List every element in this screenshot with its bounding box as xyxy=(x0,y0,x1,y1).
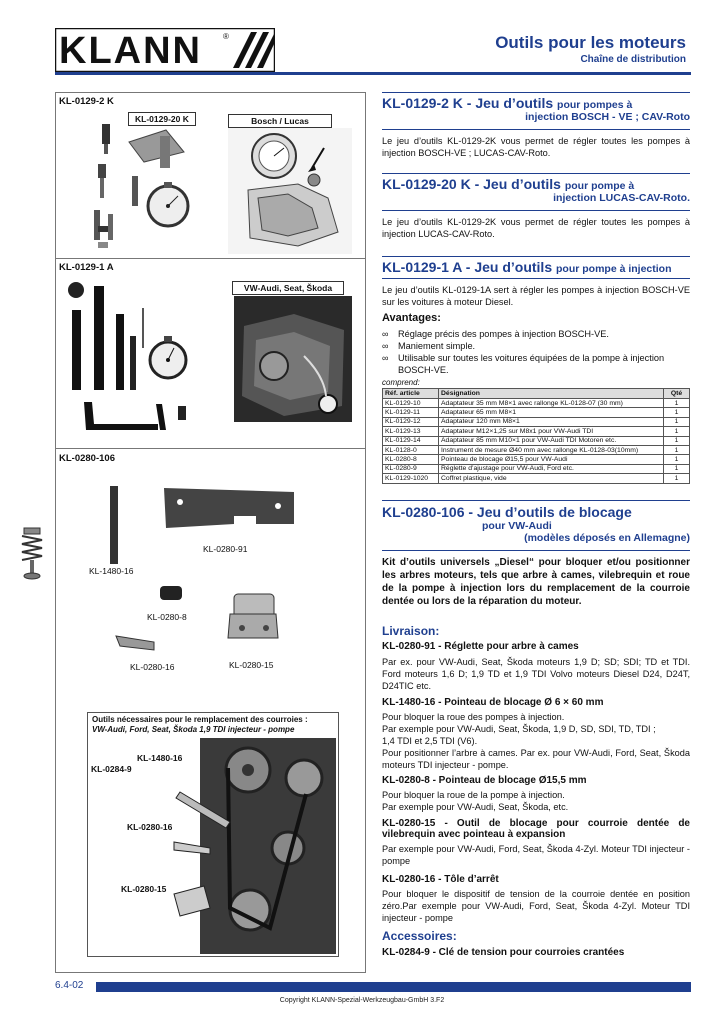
logo-registered: ® xyxy=(223,32,229,41)
klann-logo xyxy=(55,28,275,72)
section-rule xyxy=(382,500,690,501)
table-row xyxy=(383,445,690,454)
item-text: 1,4 TDI et 2,5 TDI (V6). xyxy=(382,736,478,746)
table-row xyxy=(383,464,690,473)
sec2-text: Le jeu d’outils KL-0129-2K vous permet de régler toutes les pompes à injection LUCAS-CAV-Roto. xyxy=(382,217,690,239)
cell-qty: 1 xyxy=(664,436,690,445)
item-text: Pour bloquer le dispositif de tension de la courroie dentée en position zéro.Par exemple pour VW-Audi, Ford, Seat, Škoda 4-Zyl. Moteur TDI injecteur - pompe xyxy=(382,889,690,923)
part-label-kl-0280-16: KL-0280-16 xyxy=(130,662,175,672)
sec3-title xyxy=(382,259,690,275)
engine-timing-photo-icon xyxy=(170,738,336,954)
logo-text: KLANN xyxy=(59,30,202,72)
comprend-label: comprend: xyxy=(382,378,420,387)
cell-ref: KL-0280-8 xyxy=(383,455,439,464)
sec2-subtitle: injection LUCAS-CAV-Roto. xyxy=(553,192,690,204)
item-text: Par exemple pour VW-Audi, Seat, Škoda, 1,9 D, SD, SDI, TD, TDI ; xyxy=(382,724,656,734)
item-kl-0280-15 xyxy=(382,818,690,867)
copyright: Copyright KLANN-Spezial-Werkzeugbau-GmbH 3.F2 xyxy=(279,997,445,1004)
cell-designation: Adaptateur 120 mm M8×1 xyxy=(439,417,664,426)
footer-rule xyxy=(96,982,691,992)
locking-tool-set-icon xyxy=(106,482,296,662)
page-title: Outils pour les moteurs xyxy=(495,33,686,52)
box2-label: KL-0129-1 A xyxy=(59,262,114,273)
table-row xyxy=(383,455,690,464)
sec2-title xyxy=(382,176,690,192)
cell-qty: 1 xyxy=(664,445,690,454)
page-number: 6.4-02 xyxy=(55,980,84,991)
section-rule xyxy=(382,173,690,174)
col-ref: Réf. article xyxy=(383,389,439,399)
item-kl-0280-16 xyxy=(382,874,690,924)
table-row xyxy=(383,474,690,483)
cell-qty: 1 xyxy=(664,474,690,483)
sec4-sub2: (modèles déposés en Allemagne) xyxy=(524,532,690,544)
cell-qty: 1 xyxy=(664,427,690,436)
section-rule xyxy=(382,129,690,130)
components-table-wrap xyxy=(382,388,690,484)
avantage-item: ∞ Maniement simple. xyxy=(382,340,690,352)
sec4-title: KL-0280-106 - Jeu d’outils de blocage xyxy=(382,504,632,520)
section-kl-0129-20k xyxy=(382,176,690,204)
sec3-text: Le jeu d’outils KL-0129-1A sert à régler les pompes à injection BOSCH-VE sur les voitures à moteur Diesel. xyxy=(382,285,690,307)
box1-label: KL-0129-2 K xyxy=(59,96,114,107)
section-kl-0280-106 xyxy=(382,504,690,544)
section-kl-0129-2k xyxy=(382,95,690,123)
tag-kl-0129-20k: KL-0129-20 K xyxy=(128,112,196,126)
page-header xyxy=(0,0,724,90)
injection-tool-set-icon xyxy=(74,122,224,252)
cell-qty: 1 xyxy=(664,417,690,426)
sec1-title-small: pour pompes à xyxy=(557,99,633,111)
cell-qty: 1 xyxy=(664,455,690,464)
item-title: KL-0280-15 - Outil de blocage pour courroie dentée de vilebrequin avec pointeau à expansion xyxy=(382,818,690,840)
valve-spring-icon xyxy=(14,524,50,580)
bosch-pump-photo-icon xyxy=(228,128,352,254)
item-text: Pour positionner l’arbre à cames. Par ex. pour VW-Audi, Ford, Seat, Škoda moteurs TDI injecteur - pompe. xyxy=(382,748,690,770)
item-title: KL-1480-16 - Pointeau de blocage Ø 6 × 60 mm xyxy=(382,697,604,708)
belt-box-title: Outils nécessaires pour le remplacement des courroies : xyxy=(92,715,308,724)
item-kl-0280-91 xyxy=(382,641,690,692)
section-rule xyxy=(382,278,690,279)
section-rule xyxy=(382,550,690,551)
livraison-heading: Livraison: xyxy=(382,624,440,638)
cell-designation: Réglette d’ajustage pour VW-Audi, Ford etc. xyxy=(439,464,664,473)
sec4-sub1: pour VW-Audi xyxy=(482,520,552,532)
divider xyxy=(55,258,366,259)
cell-designation: Coffret plastique, vide xyxy=(439,474,664,483)
section-rule xyxy=(382,92,690,93)
cell-ref: KL-0129-10 xyxy=(383,399,439,408)
section-rule xyxy=(382,256,690,257)
box3-label: KL-0280-106 xyxy=(59,453,115,464)
sec4-intro: Kit d’outils universels „Diesel“ pour bloquer et/ou positionner les arbres moteurs, tels que arbre à cames, vilebrequin et roue de la pompe à injection lors du remplacement de la courroie dentée ou lors de la réparation du moteur. xyxy=(382,557,690,607)
item-text: Pour bloquer la roue des pompes à injection. xyxy=(382,712,565,722)
item-title: KL-0280-16 - Tôle d’arrêt xyxy=(382,874,499,885)
tag-bosch-lucas: Bosch / Lucas xyxy=(228,114,332,128)
table-header-row xyxy=(383,389,690,399)
header-rule xyxy=(55,72,691,75)
avantages-list xyxy=(382,328,690,376)
belt-box-subtitle: VW-Audi, Ford, Seat, Škoda 1,9 TDI injecteur - pompe xyxy=(92,725,295,734)
cell-qty: 1 xyxy=(664,399,690,408)
avantage-item: ∞ Utilisable sur toutes les voitures équipées de la pompe à injection BOSCH-VE. xyxy=(382,352,690,376)
accessoires-heading: Accessoires: xyxy=(382,929,457,943)
table-row xyxy=(383,408,690,417)
item-text: Pour bloquer la roue de la pompe à injection. xyxy=(382,790,565,800)
avantages-heading: Avantages: xyxy=(382,312,441,324)
sec3-title-main: KL-0129-1 A - Jeu d’outils xyxy=(382,259,553,275)
sec2-title-small: pour pompe à xyxy=(564,180,635,192)
belt-label-kl-1480-16: KL-1480-16 xyxy=(137,753,183,763)
cell-qty: 1 xyxy=(664,408,690,417)
divider xyxy=(55,448,366,449)
section-kl-0129-1a xyxy=(382,259,690,275)
cell-ref: KL-0128-0 xyxy=(383,445,439,454)
cell-qty: 1 xyxy=(664,464,690,473)
cell-designation: Adaptateur 65 mm M8×1 xyxy=(439,408,664,417)
cell-designation: Adaptateur M12×1,25 sur M8x1 pour VW-Audi TDI xyxy=(439,427,664,436)
components-table xyxy=(382,388,690,484)
item-text: Par ex. pour VW-Audi, Seat, Škoda moteurs 1,9 D; SD; SDI; TD et TDI. Ford moteurs 1,6 D; 1,9 TD et 1,9 TDI Volvo moteurs Diesel D24, D24T, D24TIC etc. xyxy=(382,657,690,691)
col-designation: Désignation xyxy=(439,389,664,399)
cell-ref: KL-0280-9 xyxy=(383,464,439,473)
item-kl-1480-16 xyxy=(382,697,690,771)
section-rule xyxy=(382,210,690,211)
item-title: KL-0280-91 - Réglette pour arbre à cames xyxy=(382,641,579,652)
item-text: Par exemple pour VW-Audi, Seat, Škoda, etc. xyxy=(382,802,569,812)
cell-ref: KL-0129-13 xyxy=(383,427,439,436)
page-subtitle: Chaîne de distribution xyxy=(580,54,686,65)
table-row xyxy=(383,436,690,445)
part-label-kl-0280-91: KL-0280-91 xyxy=(203,544,248,554)
cell-designation: Adaptateur 35 mm M8×1 avec rallonge KL-0128-07 (30 mm) xyxy=(439,399,664,408)
cell-ref: KL-0129-14 xyxy=(383,436,439,445)
cell-designation: Instrument de mesure Ø40 mm avec rallonge KL-0128-03(10mm) xyxy=(439,445,664,454)
sec1-title xyxy=(382,95,690,111)
sec2-title-main: KL-0129-20 K - Jeu d’outils xyxy=(382,176,561,192)
cell-designation: Pointeau de blocage Ø15,5 pour VW-Audi xyxy=(439,455,664,464)
sec1-text: Le jeu d’outils KL-0129-2K vous permet de régler toutes les pompes à injection BOSCH-VE ; LUCAS-CAV-Roto. xyxy=(382,136,690,158)
accessoire-item: KL-0284-9 - Clé de tension pour courroies crantées xyxy=(382,947,625,958)
cell-ref: KL-0129-1020 xyxy=(383,474,439,483)
table-row xyxy=(383,399,690,408)
pump-setting-tool-set-icon xyxy=(62,278,234,444)
cell-designation: Adaptateur 85 mm M10×1 pour VW-Audi TDI Motoren etc. xyxy=(439,436,664,445)
tag-vw-audi-seat-skoda: VW-Audi, Seat, Škoda xyxy=(232,281,344,295)
sec1-title-main: KL-0129-2 K - Jeu d’outils xyxy=(382,95,554,111)
sec1-subtitle: injection BOSCH - VE ; CAV-Roto xyxy=(525,111,690,123)
part-label-kl-0280-8: KL-0280-8 xyxy=(147,612,187,622)
item-kl-0280-8 xyxy=(382,775,690,813)
table-row xyxy=(383,427,690,436)
table-row xyxy=(383,417,690,426)
part-label-kl-0280-15: KL-0280-15 xyxy=(229,660,274,670)
sec3-title-small: pour pompe à injection xyxy=(556,263,672,275)
part-label-kl-1480-16: KL-1480-16 xyxy=(89,566,134,576)
avantage-item: ∞ Réglage précis des pompes à injection BOSCH-VE. xyxy=(382,328,690,340)
belt-label-kl-0280-15: KL-0280-15 xyxy=(121,884,167,894)
vw-engine-photo-icon xyxy=(234,296,352,422)
item-title: KL-0280-8 - Pointeau de blocage Ø15,5 mm xyxy=(382,775,587,786)
cell-ref: KL-0129-11 xyxy=(383,408,439,417)
cell-ref: KL-0129-12 xyxy=(383,417,439,426)
col-qty: Qté xyxy=(664,389,690,399)
item-text: Par exemple pour VW-Audi, Ford, Seat, Škoda 4-Zyl. Moteur TDI injecteur - pompe xyxy=(382,844,690,866)
belt-label-kl-0284-9: KL-0284-9 xyxy=(91,764,132,774)
belt-label-kl-0280-16: KL-0280-16 xyxy=(127,822,173,832)
